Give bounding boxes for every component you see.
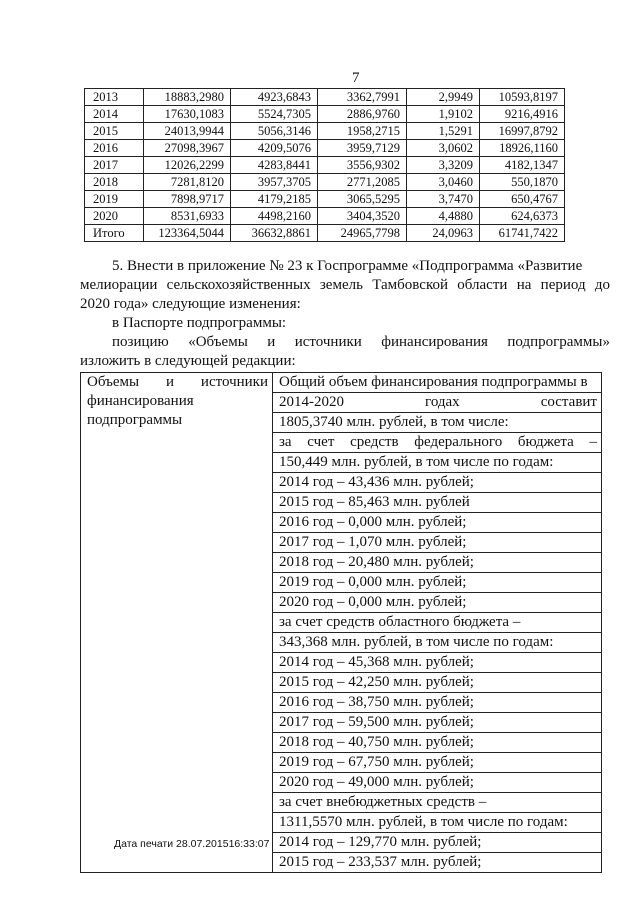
passport-value-line: 1805,3740 млн. рублей, в том числе:	[273, 412, 601, 432]
value-cell: 24013,9944	[144, 123, 231, 140]
value-cell: 1958,2715	[318, 123, 407, 140]
passport-value-line: 2017 год – 1,070 млн. рублей;	[273, 532, 601, 552]
paragraph-line-6: изложить в следующей редакции:	[80, 353, 296, 369]
table-row	[85, 191, 565, 208]
paragraph-line-3: 2020 года» следующие изменения:	[80, 296, 301, 312]
table-row	[85, 157, 565, 174]
paragraph-line-4: в Паспорте подпрограммы:	[112, 315, 287, 331]
year-cell: 2017	[85, 157, 144, 174]
value-cell: 550,1870	[480, 174, 565, 191]
value-cell: 4,4880	[407, 208, 480, 225]
table-row	[85, 123, 565, 140]
table-row	[85, 89, 565, 106]
value-cell: 61741,7422	[480, 225, 565, 242]
value-cell: 1,9102	[407, 106, 480, 123]
value-cell: 2886,9760	[318, 106, 407, 123]
passport-value-line: 2018 год – 40,750 млн. рублей;	[273, 732, 601, 752]
value-cell: 3959,7129	[318, 140, 407, 157]
value-cell: 18883,2980	[144, 89, 231, 106]
value-cell: 24,0963	[407, 225, 480, 242]
passport-value-line: за счет средств областного бюджета –	[273, 612, 601, 632]
value-cell: 10593,8197	[480, 89, 565, 106]
year-cell: 2020	[85, 208, 144, 225]
year-cell: 2018	[85, 174, 144, 191]
table-row	[85, 106, 565, 123]
passport-value-line: 2020 год – 0,000 млн. рублей;	[273, 592, 601, 612]
passport-value-line: Общий объем финансирования подпрограммы в	[279, 374, 588, 390]
passport-value-line: 2016 год – 0,000 млн. рублей;	[273, 512, 601, 532]
passport-table	[80, 372, 602, 873]
value-cell: 4498,2160	[231, 208, 318, 225]
value-cell: 8531,6933	[144, 208, 231, 225]
year-cell: 2015	[85, 123, 144, 140]
table-row	[85, 140, 565, 157]
value-cell: 27098,3967	[144, 140, 231, 157]
print-date-footer: Дата печати 28.07.201516:33:07	[114, 838, 270, 850]
year-cell: 2016	[85, 140, 144, 157]
value-cell: 3,3209	[407, 157, 480, 174]
passport-label-line: финансирования	[87, 393, 194, 409]
value-cell: 2,9949	[407, 89, 480, 106]
passport-value-line: 1311,5570 млн. рублей, в том числе по годам:	[273, 812, 601, 832]
value-cell: 24965,7798	[318, 225, 407, 242]
value-cell: 7281,8120	[144, 174, 231, 191]
value-cell: 4179,2185	[231, 191, 318, 208]
passport-value-line: 150,449 млн. рублей, в том числе по годам:	[273, 452, 601, 472]
year-cell: 2019	[85, 191, 144, 208]
passport-value-line: за счет средств федерального бюджета –	[273, 432, 601, 452]
value-cell: 123364,5044	[144, 225, 231, 242]
passport-value-line: 2020 год – 49,000 млн. рублей;	[273, 772, 601, 792]
value-cell: 3,7470	[407, 191, 480, 208]
value-cell: 5056,3146	[231, 123, 318, 140]
table-row	[85, 174, 565, 191]
value-cell: 2771,2085	[318, 174, 407, 191]
table-row	[85, 225, 565, 242]
year-cell: Итого	[85, 225, 144, 242]
passport-value-line: 2015 год – 233,537 млн. рублей;	[273, 852, 601, 872]
value-cell: 36632,8861	[231, 225, 318, 242]
passport-value-line: 2015 год – 42,250 млн. рублей;	[273, 672, 601, 692]
value-cell: 12026,2299	[144, 157, 231, 174]
passport-value-line: 2019 год – 0,000 млн. рублей;	[273, 572, 601, 592]
value-cell: 7898,9717	[144, 191, 231, 208]
value-cell: 5524,7305	[231, 106, 318, 123]
passport-value-line: 2014 год – 43,436 млн. рублей;	[273, 472, 601, 492]
paragraph-line-5: позицию «Объемы и источники финансирования подпрограммы»	[112, 334, 610, 350]
year-cell: 2014	[85, 106, 144, 123]
value-cell: 3362,7991	[318, 89, 407, 106]
value-cell: 4923,6843	[231, 89, 318, 106]
passport-label-line: Объемы и источники	[87, 374, 268, 390]
value-cell: 624,6373	[480, 208, 565, 225]
passport-value-line: за счет внебюджетных средств –	[273, 792, 601, 812]
value-cell: 650,4767	[480, 191, 565, 208]
value-cell: 4209,5076	[231, 140, 318, 157]
year-cell: 2013	[85, 89, 144, 106]
passport-value-line: 2015 год – 85,463 млн. рублей	[273, 492, 601, 512]
value-cell: 3404,3520	[318, 208, 407, 225]
passport-value-line: 2016 год – 38,750 млн. рублей;	[273, 692, 601, 712]
value-cell: 3957,3705	[231, 174, 318, 191]
value-cell: 3,0602	[407, 140, 480, 157]
value-cell: 4182,1347	[480, 157, 565, 174]
passport-value-line: 2018 год – 20,480 млн. рублей;	[273, 552, 601, 572]
value-cell: 18926,1160	[480, 140, 565, 157]
passport-value-line: 2019 год – 67,750 млн. рублей;	[273, 752, 601, 772]
passport-value-line: 2014-2020 годах составит	[273, 392, 601, 412]
value-cell: 17630,1083	[144, 106, 231, 123]
passport-value-line: 2017 год – 59,500 млн. рублей;	[273, 712, 601, 732]
finance-table	[84, 88, 565, 242]
paragraph-line-2: мелиорации сельскохозяйственных земель Тамбовской области на период до	[80, 277, 610, 293]
page-number: 7	[352, 70, 360, 86]
passport-value-cell	[273, 373, 602, 873]
value-cell: 3065,5295	[318, 191, 407, 208]
passport-value-line: 2014 год – 129,770 млн. рублей;	[273, 832, 601, 852]
value-cell: 4283,8441	[231, 157, 318, 174]
passport-value-line: 343,368 млн. рублей, в том числе по годам:	[273, 632, 601, 652]
value-cell: 16997,8792	[480, 123, 565, 140]
passport-label-line: подпрограммы	[87, 412, 183, 428]
value-cell: 1,5291	[407, 123, 480, 140]
paragraph-line-1: 5. Внести в приложение № 23 к Госпрограмме «Подпрограмма «Развитие	[112, 258, 583, 274]
value-cell: 3556,9302	[318, 157, 407, 174]
value-cell: 9216,4916	[480, 106, 565, 123]
passport-value-line: 2014 год – 45,368 млн. рублей;	[273, 652, 601, 672]
table-row	[85, 208, 565, 225]
passport-label-cell	[81, 373, 273, 873]
value-cell: 3,0460	[407, 174, 480, 191]
